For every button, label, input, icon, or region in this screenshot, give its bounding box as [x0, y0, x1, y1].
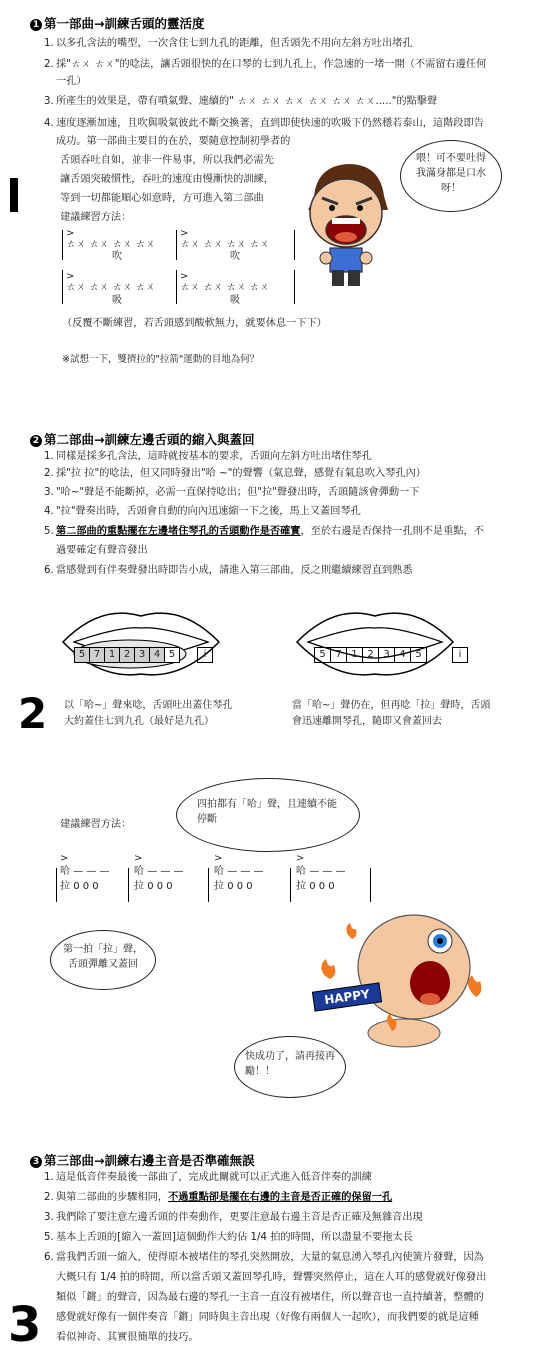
part3-item-6: 6. 當我們舌頭一縮入，使得原本被堵住的琴孔突然開放，大量的氣息湧入琴孔內使簧片發聲，因為 [44, 1252, 484, 1263]
accent-mark: > [296, 853, 305, 864]
part3-number-badge: 3 [30, 1156, 42, 1168]
speech-bubble-first-beat: 第一拍「拉」聲，舌頭彈離又蓋回 [50, 930, 156, 990]
barline [370, 868, 371, 902]
part3-title-text: 第三部曲→訓練右邊主音是否準確無誤 [44, 1153, 255, 1168]
hole: 5 [75, 648, 90, 662]
hole: 4 [150, 648, 165, 662]
measure-la-row: 拉 0 0 0 [134, 881, 173, 892]
notation-syllables: ㄊㄨ ㄊㄨ ㄊㄨ ㄊㄨ [180, 239, 270, 250]
part3-title [30, 1151, 254, 1169]
measure-la-row: 拉 0 0 0 [214, 881, 253, 892]
accent-mark: > [134, 853, 143, 864]
hole: 4 [395, 648, 411, 662]
part1-item-2-cont: 一孔） [56, 76, 87, 87]
measure-ha-row: 哈 — — — [134, 866, 184, 877]
barline [176, 270, 177, 304]
big-number-1 [10, 178, 18, 212]
accent-mark: > [66, 228, 75, 239]
part3-item-2: 2. 與第二部曲的步驟相同，不過重點卻是擺在右邊的主音是否正確的保留一孔 [44, 1192, 393, 1203]
barline [290, 868, 291, 902]
part2-item-5: 5. 第二部曲的重點擺在左邊堵住琴孔的舌頭動作是否確實，至於右邊是否保持一孔則不是重點，不 [44, 526, 484, 537]
part1-item-3: 3. 所產生的效果是，帶有噴氣聲、連續的" ㄊㄨ ㄊㄨ ㄊㄨ ㄊㄨ ㄊㄨ ㄊㄨ....."的點擊聲 [44, 96, 438, 107]
hole: 1 [105, 648, 120, 662]
barline [62, 230, 63, 260]
hole: 5 [165, 648, 179, 662]
right-diagram-caption: 當「哈~」聲仍在，但再唸「拉」聲時，舌頭 會迅速離開琴孔，隨即又會蓋回去 [292, 700, 491, 727]
part2-item-1: 1. 同樣是採多孔含法，這時就按基本的要求，舌頭向左斜方吐出堵住琴孔 [44, 451, 372, 462]
hole: 3 [379, 648, 395, 662]
part1-item-4-cont: 成功。第一部曲主要目的在於，要隨意控制初學者的 [56, 136, 291, 147]
part2-number-badge: 2 [30, 435, 42, 447]
part1-number-badge: 1 [30, 19, 42, 31]
barline [62, 270, 63, 304]
part1-title [30, 14, 204, 32]
barline [294, 230, 295, 260]
part2-item-6: 6. 當感覺到有伴奏聲發出時即告小成，請進入第三部曲，反之則繼續練習直到熟悉 [44, 565, 413, 576]
notation-syllables: ㄊㄨ ㄊㄨ ㄊㄨ ㄊㄨ [66, 282, 156, 293]
draw-label: 吸 [112, 295, 122, 306]
part3-item-6-cont: 感覺就好像有一個伴奏音「鏘」同時與主音出現（好像有兩個人一起吹），而我們要的就是這種 [56, 1312, 479, 1323]
draw-label: 吸 [230, 295, 240, 306]
part1-practice-label: 建議練習方法： [60, 212, 132, 223]
part2-title-text: 第二部曲→訓練左邊舌頭的縮入與蓋回 [44, 432, 255, 447]
harmonica-holes-right [314, 647, 427, 663]
measure-ha-row: 哈 — — — [296, 866, 346, 877]
measure-la-row: 拉 0 0 0 [60, 881, 99, 892]
part3-item-1: 1. 這是低音伴奏最後一部曲了，完成此關就可以正式進入低音伴奏的訓練 [44, 1172, 372, 1183]
accent-mark: > [180, 271, 189, 282]
blow-label: 吹 [230, 251, 240, 262]
part1-item-4: 4. 速度逐漸加速，且吹與吸氣彼此不斷交換著，直到即使快速的吹吸下仍然穩若泰山，這階段即告 [44, 118, 484, 129]
part1-item-2: 2. 採"ㄊㄨ ㄊㄨ"的唸法，讓舌頭很快的在口琴的七到九孔上，作急速的一堵一開（不需留右邊任何 [44, 59, 487, 70]
measure-la-row: 拉 0 0 0 [296, 881, 335, 892]
hole: 1 [347, 648, 363, 662]
main-hole-right: i [452, 647, 468, 663]
barline [128, 868, 129, 902]
hole: 3 [135, 648, 150, 662]
part1-item-1: 1. 以多孔含法的嘴型，一次含住七到九孔的距離，但舌頭先不用向左斜方吐出堵孔 [44, 38, 413, 49]
part2-item-3: 3. "哈~"聲是不能斷掉，必需一直保持唸出；但"拉"聲發出時，舌頭隨該會彈動一下 [44, 487, 420, 498]
part3-item-5: 5. 基本上舌頭的[縮入一蓋回]這個動作大約佔 1/4 拍的時間，所以盡量不要拖太長 [44, 1232, 413, 1243]
accent-mark: > [214, 853, 223, 864]
speech-bubble-part1: 喂！可不要吐得我滿身都是口水呀！ [400, 140, 502, 212]
happy-sign: HAPPY [312, 982, 382, 1011]
harmonica-holes-left [74, 647, 180, 663]
part3-item-6-cont: 類似「鏘」的聲音，因為最右邊的琴孔一主音一直沒有被堵住，所以聲音也一直持續著，整體的 [56, 1292, 484, 1303]
notation-syllables: ㄊㄨ ㄊㄨ ㄊㄨ ㄊㄨ [66, 239, 156, 250]
part2-item-5-cont: 過要確定有聲音發出 [56, 545, 148, 556]
speech-bubble-four-beats: 四拍都有「哈」聲，且連續不能停斷 [176, 778, 360, 852]
speech-bubble-keep-going: 快成功了，請再接再勵！！ [234, 1036, 346, 1098]
barline [56, 868, 57, 902]
notation-syllables: ㄊㄨ ㄊㄨ ㄊㄨ ㄊㄨ [180, 282, 270, 293]
part1-line: 等到一切都能順心如意時，方可進入第二部曲 [60, 193, 264, 204]
big-number-2: 2 [18, 689, 48, 738]
measure-ha-row: 哈 — — — [60, 866, 110, 877]
hole: 5 [415, 649, 422, 660]
part1-title-text: 第一部曲→訓練舌頭的靈活度 [44, 16, 205, 31]
part3-item-6-cont: 看似神奇、其實很簡單的技巧。 [56, 1332, 199, 1343]
measure-ha-row: 哈 — — — [214, 866, 264, 877]
left-diagram-caption: 以「哈~」聲來唸，舌頭吐出蓋住琴孔 大約蓋住七到九孔（最好是九孔） [64, 700, 233, 727]
barline [176, 230, 177, 260]
accent-mark: > [180, 228, 189, 239]
part3-item-6-cont: 大概只有 1/4 拍的時間，所以當舌頭又蓋回琴孔時，聲響突然停止，這在人耳的感覺就好像發出 [56, 1272, 487, 1283]
part1-line: 讓舌頭突破慣性，吞吐的速度由慢漸快的訓練， [60, 174, 274, 185]
barline [208, 868, 209, 902]
happy-character-illustration [312, 905, 502, 1050]
part1-rest-note: （反覆不斷練習，若舌頭感到酸軟無力，就要休息一下下） [62, 318, 327, 329]
lips-diagram-left [60, 602, 222, 680]
hole: 7 [90, 648, 105, 662]
part3-item-3: 3. 我們除了要注意左邊舌頭的伴奏動作，更要注意最右邊主音是否正確及無雜音出現 [44, 1212, 423, 1223]
hole: 2 [120, 648, 135, 662]
hole: 5 [315, 648, 331, 662]
accent-mark: > [60, 853, 69, 864]
part1-line: 舌頭吞吐自如，並非一件易事，所以我們必需先 [60, 155, 274, 166]
big-number-3: 3 [8, 1297, 42, 1353]
part2-title [30, 430, 254, 448]
accent-mark: > [66, 271, 75, 282]
hole: 2 [363, 648, 379, 662]
part2-item-2: 2. 採"拉 拉"的唸法，但又同時發出"哈 ~"的聲響（氣息聲，感覺有氣息吹入琴孔內） [44, 468, 426, 479]
main-hole-left: i [197, 647, 213, 663]
shouting-boy-illustration [296, 158, 396, 293]
lips-diagram-right [294, 602, 456, 680]
part2-item-4: 4. "拉"聲奏出時，舌頭會自動的向內迅速縮一下之後，馬上又蓋回琴孔 [44, 506, 361, 517]
part1-think-note: ※試想一下，雙擠拉的"拉箭"運動的目地為何？ [62, 354, 260, 365]
blow-label: 吹 [112, 251, 122, 262]
hole: 7 [331, 648, 347, 662]
part2-practice-label: 建議練習方法： [60, 819, 132, 830]
barline [294, 270, 295, 304]
